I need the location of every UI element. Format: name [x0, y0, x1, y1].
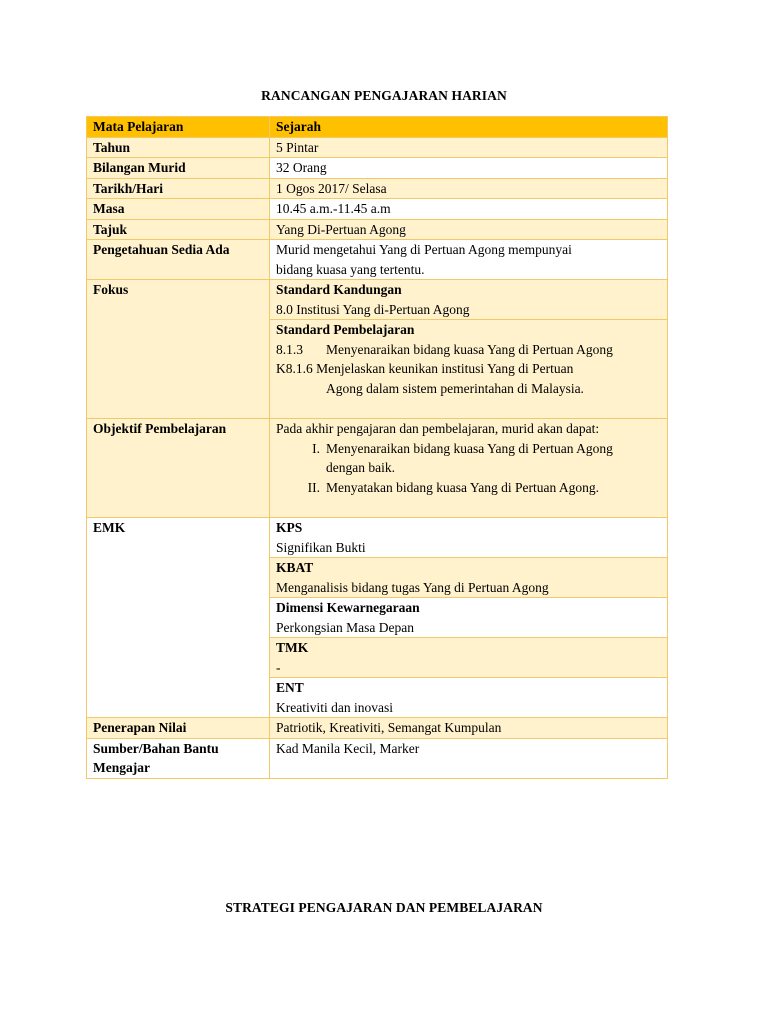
emk-value: Perkongsian Masa Depan — [276, 619, 414, 635]
sp-item-text: Agong dalam sistem pemerintahan di Malaysia. — [326, 380, 584, 396]
table-row — [87, 280, 668, 320]
list-item — [276, 439, 661, 478]
label-line: Sumber/Bahan Bantu — [93, 740, 219, 756]
row-label: Tarikh/Hari — [87, 178, 270, 199]
emk-heading: TMK — [276, 640, 309, 655]
sp-heading: Standard Pembelajaran — [276, 322, 415, 337]
table-row — [87, 219, 668, 240]
lesson-plan-table — [86, 116, 668, 779]
row-value — [270, 240, 668, 280]
table-row — [87, 718, 668, 739]
row-label: Mata Pelajaran — [87, 117, 270, 138]
emk-value: Menganalisis bidang tugas Yang di Pertuan Agong — [276, 579, 549, 595]
row-value: Kad Manila Kecil, Marker — [270, 738, 668, 778]
row-label: Tajuk — [87, 219, 270, 240]
list-text: Menyatakan bidang kuasa Yang di Pertuan Agong. — [326, 479, 599, 495]
row-label: Bilangan Murid — [87, 158, 270, 179]
row-label — [87, 738, 270, 778]
emk-value: - — [276, 659, 281, 675]
row-label: Masa — [87, 199, 270, 220]
emk-heading: KBAT — [276, 560, 314, 575]
row-value: Sejarah — [270, 117, 668, 138]
emk-item — [270, 518, 668, 558]
objektif-intro: Pada akhir pengajaran dan pembelajaran, murid akan dapat: — [276, 421, 600, 436]
page-title: RANCANGAN PENGAJARAN HARIAN — [261, 88, 507, 103]
row-label: Objektif Pembelajaran — [87, 419, 270, 518]
sp-item-text: Menyenaraikan bidang kuasa Yang di Pertuan Agong — [326, 341, 613, 357]
standard-pembelajaran — [270, 320, 668, 419]
table-row — [87, 117, 668, 138]
table-row — [87, 199, 668, 220]
objektif-content — [270, 419, 668, 518]
emk-heading: ENT — [276, 680, 304, 695]
emk-heading: KPS — [276, 520, 303, 535]
list-text: dengan baik. — [326, 460, 395, 475]
sp-item — [276, 340, 661, 360]
emk-item — [270, 678, 668, 718]
emk-value: Kreativiti dan inovasi — [276, 699, 393, 715]
row-value: 5 Pintar — [270, 137, 668, 158]
row-value: 1 Ogos 2017/ Selasa — [270, 178, 668, 199]
row-label: Tahun — [87, 137, 270, 158]
text-line: Murid mengetahui Yang di Pertuan Agong mempunyai — [276, 242, 572, 257]
table-row — [87, 518, 668, 558]
table-row — [87, 137, 668, 158]
sk-value: 8.0 Institusi Yang di-Pertuan Agong — [276, 301, 470, 317]
label-line: Mengajar — [93, 760, 150, 775]
row-value: 10.45 a.m.-11.45 a.m — [270, 199, 668, 220]
sp-item-text: K8.1.6 Menjelaskan keunikan institusi Yang di Pertuan — [276, 361, 574, 376]
row-label: Pengetahuan Sedia Ada — [87, 240, 270, 280]
row-value: Yang Di-Pertuan Agong — [270, 219, 668, 240]
emk-item — [270, 598, 668, 638]
list-text: Menyenaraikan bidang kuasa Yang di Pertuan Agong — [326, 440, 613, 456]
emk-item — [270, 558, 668, 598]
emk-value: Signifikan Bukti — [276, 539, 366, 555]
table-row — [87, 158, 668, 179]
row-value: Patriotik, Kreativiti, Semangat Kumpulan — [270, 718, 668, 739]
table-row — [87, 240, 668, 280]
row-label: Penerapan Nilai — [87, 718, 270, 739]
table-row — [87, 419, 668, 518]
table-row — [87, 738, 668, 778]
text-line: bidang kuasa yang tertentu. — [276, 261, 425, 277]
standard-kandungan — [270, 280, 668, 320]
section-title: STRATEGI PENGAJARAN DAN PEMBELAJARAN — [225, 900, 543, 915]
emk-heading: Dimensi Kewarnegaraan — [276, 600, 420, 615]
list-item — [276, 478, 661, 498]
sp-item-number: 8.1.3 — [276, 341, 303, 357]
list-number: I. — [312, 440, 320, 456]
row-value: 32 Orang — [270, 158, 668, 179]
row-label: Fokus — [87, 280, 270, 419]
list-number: II. — [307, 479, 320, 495]
table-row — [87, 178, 668, 199]
row-label: EMK — [87, 518, 270, 718]
sk-heading: Standard Kandungan — [276, 282, 402, 297]
emk-item — [270, 638, 668, 678]
